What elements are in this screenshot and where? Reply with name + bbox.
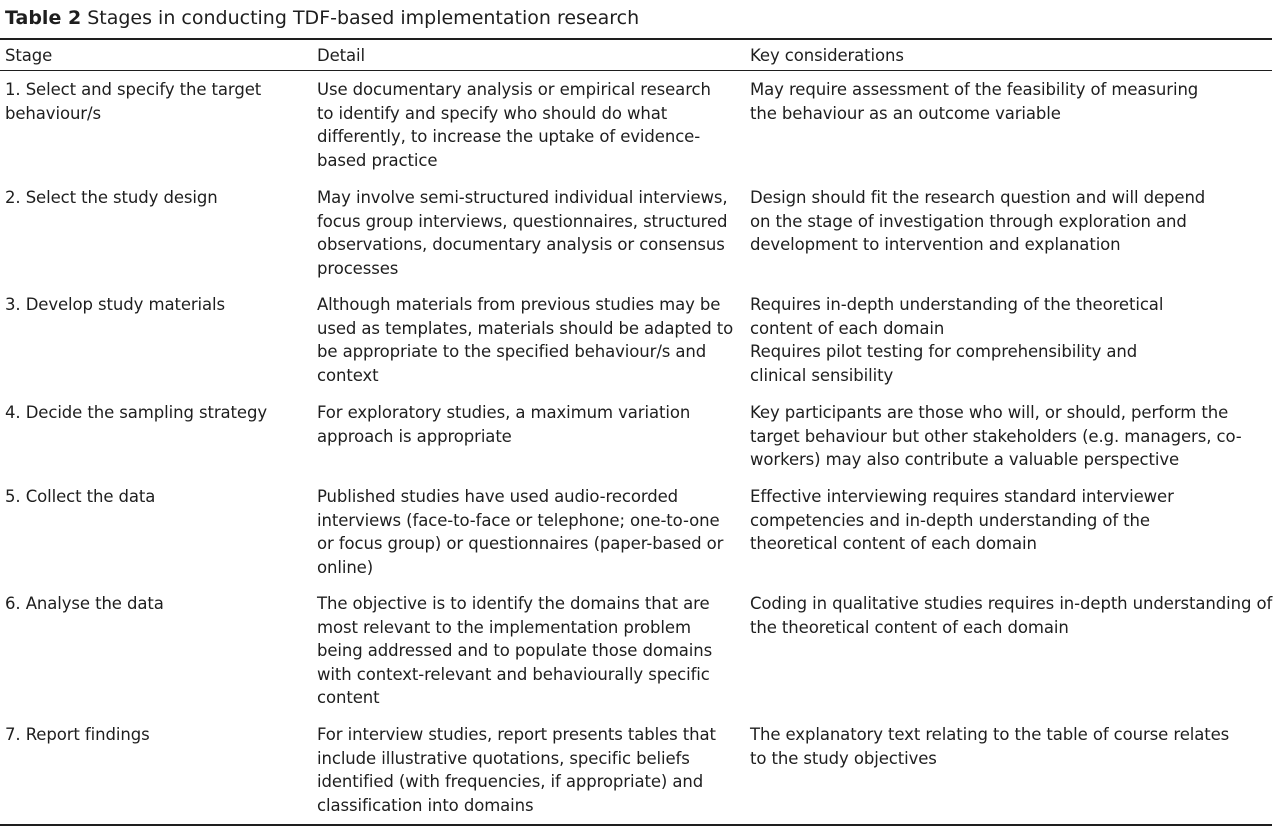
considerations-cell xyxy=(750,186,1230,257)
consideration-text: The explanatory text relating to the table of course relates to the study objectives xyxy=(750,725,1230,768)
table-title: Stages in conducting TDF-based implementation research xyxy=(87,7,640,29)
bottom-rule xyxy=(0,824,1272,826)
consideration-text: Key participants are those who will, or should, perform the target behaviour but other stakeholders (e.g. managers, co-workers) may also contribute a valuable perspective xyxy=(750,403,1242,469)
considerations-cell xyxy=(750,293,1190,387)
consideration-text: Coding in qualitative studies requires in-depth understanding of the theoretical content of each domain xyxy=(750,594,1273,637)
consideration-text: Effective interviewing requires standard interviewer competencies and in-depth understanding of the theoretical content of each domain xyxy=(750,487,1174,553)
considerations-cell xyxy=(750,485,1190,556)
detail-cell: The objective is to identify the domains that are most relevant to the implementation problem being addressed and to populate those domains with context-relevant and behaviourally specific content xyxy=(317,594,713,707)
detail-cell: For exploratory studies, a maximum variation approach is appropriate xyxy=(317,403,691,446)
stage-cell: 5. Collect the data xyxy=(5,487,156,506)
header-key-considerations: Key considerations xyxy=(750,46,904,65)
detail-cell: Use documentary analysis or empirical research to identify and specify who should do what differently, to increase the uptake of evidence-based practice xyxy=(317,80,711,170)
table-caption xyxy=(5,5,639,31)
detail-cell: Published studies have used audio-recorded interviews (face-to-face or telephone; one-to-one or focus group) or questionnaires (paper-based or online) xyxy=(317,487,724,577)
header-detail: Detail xyxy=(317,46,366,65)
detail-cell: For interview studies, report presents tables that include illustrative quotations, specific beliefs identified (with frequencies, if appropriate) and classification into domains xyxy=(317,725,716,815)
stage-cell: 2. Select the study design xyxy=(5,188,218,207)
considerations-cell xyxy=(750,401,1270,472)
considerations-cell xyxy=(750,78,1220,125)
top-rule xyxy=(0,38,1272,40)
consideration-text: Design should fit the research question and will depend on the stage of investigation through exploration and development to intervention and explanation xyxy=(750,188,1206,254)
table-label: Table 2 xyxy=(5,7,82,29)
consideration-text: Requires pilot testing for comprehensibility and clinical sensibility xyxy=(750,342,1138,385)
detail-cell: May involve semi-structured individual interviews, focus group interviews, questionnaires, structured observations, documentary analysis or consensus processes xyxy=(317,188,728,278)
stage-cell: 1. Select and specify the target behaviour/s xyxy=(5,80,262,123)
considerations-cell xyxy=(750,723,1250,770)
detail-cell: Although materials from previous studies may be used as templates, materials should be adapted to be appropriate to the specified behaviour/s and context xyxy=(317,295,734,385)
stage-cell: 4. Decide the sampling strategy xyxy=(5,403,268,422)
stage-cell: 3. Develop study materials xyxy=(5,295,226,314)
stage-cell: 6. Analyse the data xyxy=(5,594,164,613)
considerations-cell xyxy=(750,592,1275,639)
consideration-text: May require assessment of the feasibility of measuring the behaviour as an outcome variable xyxy=(750,80,1199,123)
consideration-text: Requires in-depth understanding of the theoretical content of each domain xyxy=(750,295,1164,338)
stage-cell: 7. Report findings xyxy=(5,725,150,744)
header-rule xyxy=(0,70,1272,71)
header-stage: Stage xyxy=(5,46,53,65)
